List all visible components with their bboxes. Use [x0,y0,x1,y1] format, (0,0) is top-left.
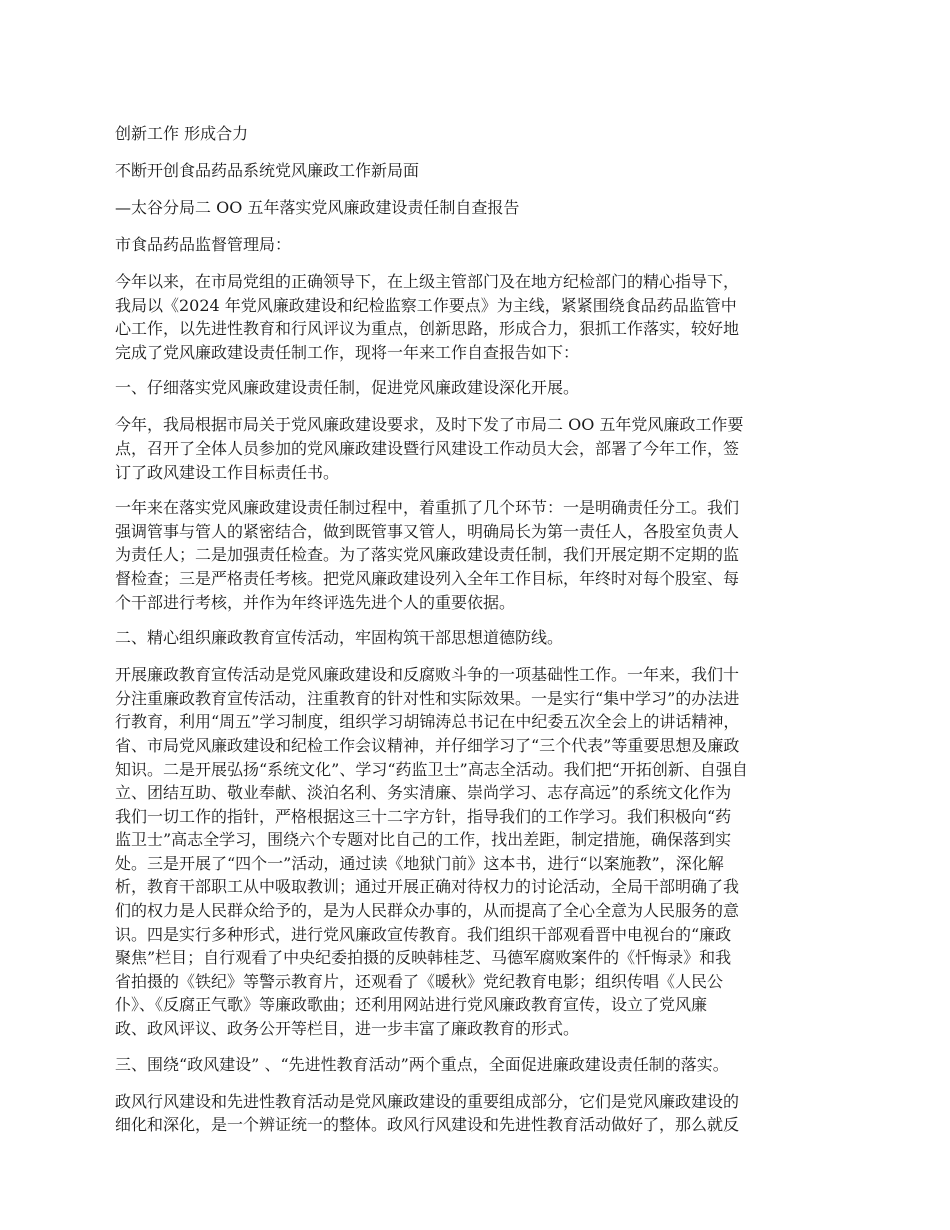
text-line: 我局以《2024 年党风廉政建设和纪检监察工作要点》为主线，紧紧围绕食品药品监管中 [115,295,737,315]
text-line: 为责任人；二是加强责任检查。为了落实党风廉政建设责任制，我们开展定期不定期的监 [115,545,740,565]
text-line: 行教育，利用“周五”学习制度，组织学习胡锦涛总书记在中纪委五次全会上的讲话精神， [115,712,740,732]
text-line: 个干部进行考核，并作为年终评选先进个人的重要依据。 [115,592,516,612]
title-line-2: 不断开创食品药品系统党风廉政工作新局面 [115,161,420,180]
text-line: 细化和深化，是一个辨证统一的整体。政风行风建设和先进性教育活动做好了，那么就反 [115,1115,740,1135]
text-line: 政、政风评议、政务公开等栏目，进一步丰富了廉政教育的形式。 [115,1019,580,1039]
text-line: 今年，我局根据市局关于党风廉政建设要求，及时下发了市局二 OO 五年党风廉政工作要 [115,415,744,435]
text-line: 我们一切工作的指针，严格根据这三十二字方针，指导我们的工作学习。我们积极向“药 [115,806,732,826]
text-line: 督检查；三是严格责任考核。把党风廉政建设列入全年工作目标，年终时对每个股室、每 [115,568,740,588]
report-subtitle: —太谷分局二 OO 五年落实党风廉政建设责任制自查报告 [115,198,520,217]
text-line: 点，召开了全体人员参加的党风廉政建设暨行风建设工作动员大会，部署了今年工作，签 [115,438,740,458]
text-line: 处。三是开展了“四个一”活动，通过读《地狱门前》这本书，进行“以案施教”，深化解 [115,853,724,873]
text-line: 知识。二是开展弘扬“系统文化”、学习“药监卫士”高志全活动。我们把“开拓创新、自强自 [115,759,748,779]
text-line: 政风行风建设和先进性教育活动是党风廉政建设的重要组成部分，它们是党风廉政建设的 [115,1091,740,1111]
section-heading-1: 一、仔细落实党风廉政建设责任制，促进党风廉政建设深化开展。 [115,378,580,398]
text-line: 仆》、《反腐正气歌》等廉政歌曲；还利用网站进行党风廉政教育宣传，设立了党风廉 [115,995,708,1015]
section1-paragraph-1 [115,413,839,484]
section1-paragraph-2 [115,496,839,614]
text-line: 完成了党风廉政建设责任制工作，现将一年来工作自查报告如下： [115,342,580,362]
section3-paragraph [115,1090,839,1137]
text-line: 订了政风建设工作目标责任书。 [115,462,340,482]
text-line: 分注重廉政教育宣传活动，注重教育的针对性和实际效果。一是实行“集中学习”的办法进 [115,688,740,708]
text-line: 省、市局党风廉政建设和纪检工作会议精神，并仔细学习了“三个代表”等重要思想及廉政 [115,735,740,755]
section-heading-2: 二、精心组织廉政教育宣传活动，牢固构筑干部思想道德防线。 [115,628,564,648]
text-line: 开展廉政教育宣传活动是党风廉政建设和反腐败斗争的一项基础性工作。一年来，我们十 [115,665,740,685]
title-line-1: 创新工作 形成合力 [115,124,249,143]
text-line: 析，教育干部职工从中吸取教训；通过开展正确对待权力的讨论活动，全局干部明确了我 [115,877,740,897]
text-line: 省拍摄的《铁纪》等警示教育片，还观看了《暖秋》党纪教育电影；组织传唱《人民公 [115,971,724,991]
text-line: 一年来在落实党风廉政建设责任制过程中，着重抓了几个环节：一是明确责任分工。我们 [115,498,740,518]
text-line: 今年以来，在市局党组的正确领导下，在上级主管部门及在地方纪检部门的精心指导下， [115,272,740,291]
text-line: 聚焦”栏目；自行观看了中央纪委拍摄的反映韩桂芝、马德军腐败案件的《忏悔录》和我 [115,948,732,968]
text-line: 立、团结互助、敬业奉献、淡泊名利、务实清廉、崇尚学习、志存高远”的系统文化作为 [115,783,732,803]
intro-paragraph [115,270,839,364]
recipient-line: 市食品药品监督管理局： [115,235,292,254]
section2-paragraph [115,663,839,1041]
section-heading-3: 三、围绕“政风建设” 、“先进性教育活动”两个重点，全面促进廉政建设责任制的落实。 [115,1054,729,1074]
text-line: 监卫士”高志全学习，围绕六个专题对比自己的工作，找出差距，制定措施，确保落到实 [115,830,732,850]
text-line: 们的权力是人民群众给予的，是为人民群众办事的，从而提高了全心全意为人民服务的意 [115,901,740,921]
text-line: 心工作，以先进性教育和行风评议为重点，创新思路，形成合力，狠抓工作落实，较好地 [115,319,740,339]
text-line: 强调管事与管人的紧密结合，做到既管事又管人，明确局长为第一责任人，各股室负责人 [115,521,740,541]
text-line: 识。四是实行多种形式，进行党风廉政宣传教育。我们组织干部观看晋中电视台的“廉政 [115,924,732,944]
